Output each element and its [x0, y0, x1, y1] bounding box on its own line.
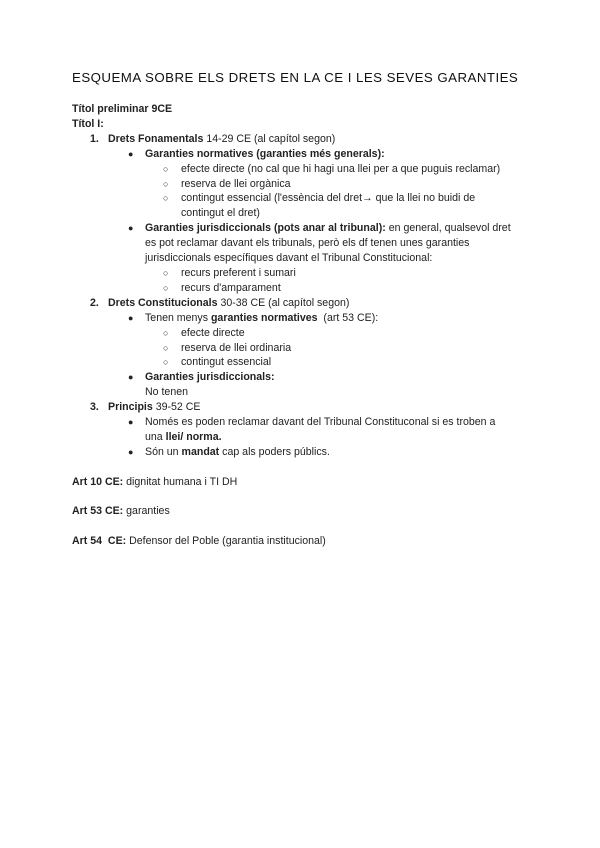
bullet-bold-text: Garanties normatives (garanties més generals): — [145, 147, 385, 160]
section-drets-constitucionals — [72, 296, 532, 400]
section-name: Drets Constitucionals — [108, 296, 218, 309]
section-number: 3. — [90, 401, 99, 414]
list-item — [72, 191, 532, 221]
section-detail: 30-38 CE (al capítol segon) — [217, 296, 350, 309]
sub-item-text: contingut essencial — [181, 356, 272, 369]
bullet-bold-text: garanties normatives — [210, 311, 318, 324]
article-label: Art 53 CE: — [72, 505, 124, 518]
bullet-icon: ● — [128, 312, 134, 323]
titol-i-heading: Títol I: — [72, 117, 104, 130]
list-item — [72, 266, 532, 281]
list-item — [72, 177, 532, 192]
list-item — [72, 221, 532, 266]
bullet-bold-text: mandat — [181, 445, 220, 458]
bullet-icon: ● — [128, 372, 134, 383]
list-item — [72, 445, 532, 460]
section-name: Drets Fonamentals — [108, 132, 204, 145]
sub-item-text: efecte directe — [181, 326, 245, 339]
list-item — [72, 162, 532, 177]
section-principis — [72, 400, 532, 460]
bullet-text: (art 53 CE): — [317, 311, 379, 324]
article-54-line — [72, 534, 532, 549]
article-text: garanties — [123, 505, 170, 518]
bullet-bold-text: llei/ norma. — [165, 430, 222, 443]
section-number: 1. — [90, 132, 99, 145]
sub-item-text: recurs d'amparament — [181, 281, 281, 294]
bullet-text: en general, qualsevol dret es pot reclamar davant els tribunals, però els df tenen unes garanties jurisdiccionals específiques davant el Tribunal Constitucional: — [145, 222, 511, 265]
article-label: Art 10 CE: — [72, 475, 124, 488]
document-body — [72, 102, 532, 549]
bullet-continuation-text: No tenen — [145, 386, 188, 399]
article-10-line — [72, 475, 532, 490]
bullet-pre-text: Són un — [145, 445, 182, 458]
list-item — [72, 370, 532, 385]
titol-preliminar-heading: Títol preliminar 9CE — [72, 103, 173, 115]
circle-bullet-icon: ○ — [163, 327, 169, 338]
article-label: Art 54 CE: — [72, 535, 127, 548]
list-item — [72, 341, 532, 356]
bullet-icon: ● — [128, 223, 134, 234]
section-number: 2. — [90, 296, 99, 309]
sub-item-text: efecte directe (no cal que hi hagi una llei per a que puguis reclamar) — [181, 162, 501, 175]
article-53-line — [72, 504, 532, 519]
sub-item-text: reserva de llei ordinaria — [181, 341, 292, 354]
article-text: Defensor del Poble (garantia institucional) — [126, 535, 326, 548]
list-item — [72, 281, 532, 296]
list-item — [72, 326, 532, 341]
bullet-bold-text: Garanties jurisdiccionals: — [145, 371, 275, 384]
circle-bullet-icon: ○ — [163, 267, 169, 278]
list-item — [72, 355, 532, 370]
bullet-pre-text: Tenen menys — [145, 311, 211, 324]
page-title: ESQUEMA SOBRE ELS DRETS EN LA CE I LES SEVES GARANTIES — [72, 70, 519, 85]
section-detail: 14-29 CE (al capítol segon) — [203, 132, 336, 145]
bullet-icon: ● — [128, 446, 134, 457]
sub-item-text: contingut essencial (l'essència del dret→ que la llei no buidi de contingut el dret) — [181, 192, 476, 220]
section-drets-fonamentals — [72, 132, 532, 296]
section-detail: 39-52 CE — [152, 401, 201, 414]
bullet-text: cap als poders públics. — [219, 445, 330, 458]
circle-bullet-icon: ○ — [163, 178, 169, 189]
bullet-pre-text: Només es poden reclamar davant del Tribunal Constituconal si es troben a una — [145, 416, 496, 443]
list-item — [72, 415, 532, 445]
sub-item-text: recurs preferent i sumari — [181, 266, 296, 279]
sub-item-text: reserva de llei orgànica — [181, 177, 291, 190]
list-item — [72, 311, 532, 326]
circle-bullet-icon: ○ — [163, 193, 169, 204]
article-text: dignitat humana i TI DH — [123, 475, 238, 488]
circle-bullet-icon: ○ — [163, 357, 169, 368]
circle-bullet-icon: ○ — [163, 342, 169, 353]
circle-bullet-icon: ○ — [163, 282, 169, 293]
circle-bullet-icon: ○ — [163, 163, 169, 174]
bullet-bold-text: Garanties jurisdiccionals (pots anar al tribunal): — [145, 222, 386, 235]
list-item — [72, 147, 532, 162]
section-name: Principis — [108, 401, 153, 414]
bullet-icon: ● — [128, 417, 134, 428]
bullet-icon: ● — [128, 148, 134, 159]
